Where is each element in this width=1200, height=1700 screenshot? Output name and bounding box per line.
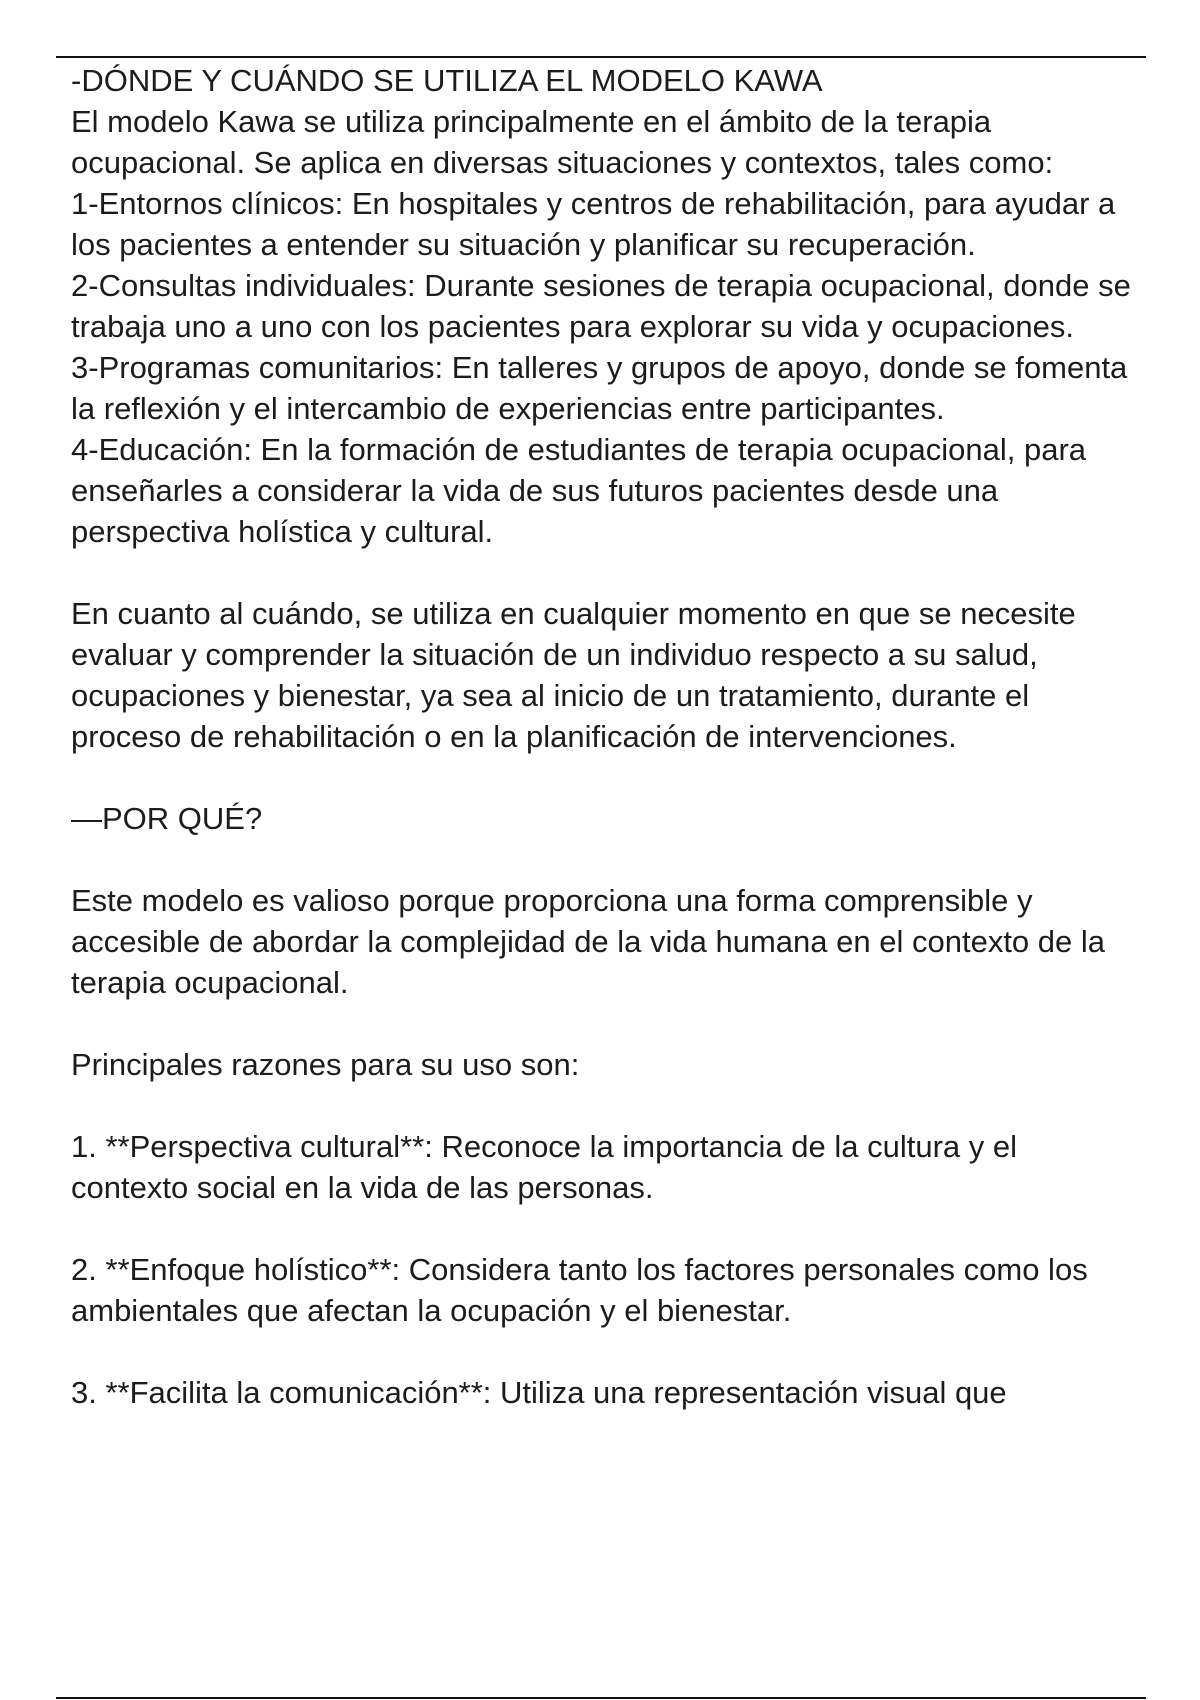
spacer: [71, 1003, 1141, 1044]
section-heading-donde-cuando: -DÓNDE Y CUÁNDO SE UTILIZA EL MODELO KAWA: [71, 63, 823, 98]
spacer: [71, 839, 1141, 880]
context-item-clinical: 1-Entornos clínicos: En hospitales y centros de rehabilitación, para ayudar a los pacientes a entender su situación y planificar su recuperación.: [71, 186, 1116, 262]
reason-item-communication: 3. **Facilita la comunicación**: Utiliza una representación visual que: [71, 1375, 1007, 1410]
context-item-community: 3-Programas comunitarios: En talleres y grupos de apoyo, donde se fomenta la reflexión y el intercambio de experiencias entre participantes.: [71, 350, 1128, 426]
document-body: [71, 60, 1141, 1413]
reason-item-holistic: 2. **Enfoque holístico**: Considera tanto los factores personales como los ambientales que afectan la ocupación y el bienestar.: [71, 1252, 1088, 1328]
section-heading-por-que: —POR QUÉ?: [71, 801, 263, 836]
spacer: [71, 552, 1141, 593]
context-item-individual: 2-Consultas individuales: Durante sesiones de terapia ocupacional, donde se trabaja uno a uno con los pacientes para explorar su vida y ocupaciones.: [71, 268, 1131, 344]
top-divider: [56, 56, 1146, 58]
when-paragraph: En cuanto al cuándo, se utiliza en cualquier momento en que se necesite evaluar y comprender la situación de un individuo respecto a su salud, ocupaciones y bienestar, ya sea al inicio de un tratamiento, durante el proceso de rehabilitación o en la planificación de intervenciones.: [71, 596, 1076, 754]
reason-item-cultural: 1. **Perspectiva cultural**: Reconoce la importancia de la cultura y el contexto social en la vida de las personas.: [71, 1129, 1017, 1205]
spacer: [71, 1085, 1141, 1126]
spacer: [71, 1331, 1141, 1372]
bottom-divider: [56, 1697, 1146, 1699]
context-item-education: 4-Educación: En la formación de estudiantes de terapia ocupacional, para enseñarles a considerar la vida de sus futuros pacientes desde una perspectiva holística y cultural.: [71, 432, 1087, 549]
reasons-intro: Principales razones para su uso son:: [71, 1047, 580, 1082]
why-paragraph: Este modelo es valioso porque proporciona una forma comprensible y accesible de abordar la complejidad de la vida humana en el contexto de la terapia ocupacional.: [71, 883, 1106, 1000]
intro-paragraph: El modelo Kawa se utiliza principalmente en el ámbito de la terapia ocupacional. Se aplica en diversas situaciones y contextos, tales como:: [71, 104, 1054, 180]
spacer: [71, 757, 1141, 798]
spacer: [71, 1208, 1141, 1249]
